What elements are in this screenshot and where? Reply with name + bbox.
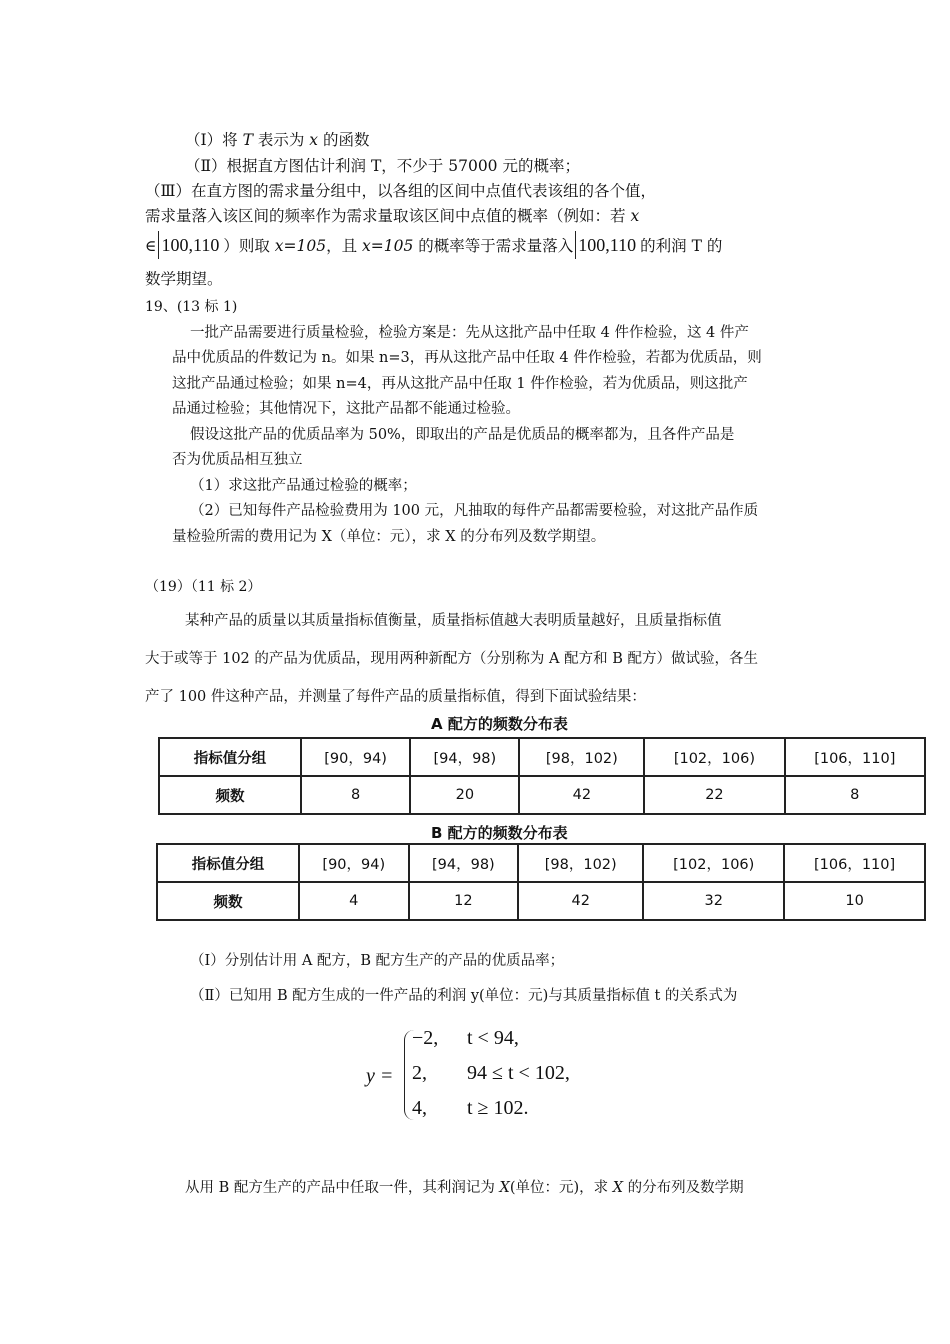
table-b-count: 12 bbox=[409, 882, 519, 920]
q19b-intro-line1: 某种产品的质量以其质量指标值衡量，质量指标值越大表明质量越好，且质量指标值 bbox=[185, 613, 722, 629]
q19b-intro-line3: 产了 100 件这种产品，并测量了每件产品的质量指标值，得到下面试验结果： bbox=[145, 689, 646, 705]
table-b-header-row bbox=[157, 844, 925, 882]
q19b-intro-line2: 大于或等于 102 的产品为优质品，现用两种新配方（分别称为 A 配方和 B 配方）做试验，各生 bbox=[145, 651, 758, 667]
q19b-heading: （19）（11 标 2） bbox=[145, 579, 262, 595]
q19a-question2-line2: 量检验所需的费用记为 X（单位：元），求 X 的分布列及数学期望。 bbox=[172, 529, 606, 545]
q19a-para1-line3: 这批产品通过检验；如果 n=4，再从这批产品中任取 1 件作检验，若为优质品，则这批产 bbox=[172, 376, 748, 392]
table-a-header-row bbox=[159, 738, 925, 776]
formula-value: 2, bbox=[412, 1062, 427, 1084]
q19a-para1-line2: 品中优质品的件数记为 n。如果 n=3，再从这批产品中任取 4 件作检验，若都为优质品，则 bbox=[172, 350, 762, 366]
var-x: x bbox=[630, 207, 640, 225]
q18-part1-suffix: 的函数 bbox=[318, 131, 370, 149]
var-T: T bbox=[242, 131, 253, 149]
formula-condition: t ≥ 102. bbox=[467, 1097, 529, 1119]
table-a-group: [102，106) bbox=[644, 738, 784, 776]
q19a-para1-line4: 品通过检验；其他情况下，这批产品都不能通过检验。 bbox=[172, 401, 520, 417]
table-b-count: 10 bbox=[784, 882, 925, 920]
x-equals-105: x=105 bbox=[362, 237, 414, 255]
table-a-count: 42 bbox=[519, 776, 644, 814]
final-line-text-b: (单位：元)，求 bbox=[509, 1180, 613, 1196]
q19a-para2-line1: 假设这批产品的优质品率为 50%，即取出的产品是优质品的概率都为，且各件产品是 bbox=[190, 427, 735, 443]
var-x: x bbox=[309, 131, 319, 149]
interval-100-110: 100,110 bbox=[158, 231, 221, 259]
table-b-group: [90，94) bbox=[299, 844, 409, 882]
table-a-header-label: 指标值分组 bbox=[159, 738, 301, 776]
table-b-group: [98，102) bbox=[518, 844, 643, 882]
q18-part3-text-c: 的概率等于需求量落入 bbox=[413, 237, 574, 255]
q18-part3-line3 bbox=[145, 231, 722, 260]
table-a-group: [106，110] bbox=[785, 738, 925, 776]
formula-lhs: y = bbox=[366, 1065, 394, 1087]
table-b-header-label: 指标值分组 bbox=[157, 844, 299, 882]
q18-part3-text-b: ，且 bbox=[326, 237, 363, 255]
q18-part1-prefix: （Ⅰ）将 bbox=[185, 131, 243, 149]
q18-part3-text-d: 的利润 T 的 bbox=[640, 237, 723, 255]
table-a-caption: A 配方的频数分布表 bbox=[431, 715, 568, 733]
q18-part1 bbox=[185, 129, 369, 151]
q18-part3-line2-text: 需求量落入该区间的频率作为需求量取该区间中点值的概率（例如：若 bbox=[145, 207, 631, 225]
table-a-count-label: 频数 bbox=[159, 776, 301, 814]
final-line-text-a: 从用 B 配方生产的产品中任取一件，其利润记为 bbox=[185, 1180, 500, 1196]
q18-part3-line2 bbox=[145, 205, 639, 227]
table-b-group: [94，98) bbox=[409, 844, 519, 882]
var-X: X bbox=[612, 1180, 624, 1196]
table-b-count: 4 bbox=[299, 882, 409, 920]
table-a-count-row bbox=[159, 776, 925, 814]
table-b bbox=[156, 843, 926, 921]
q18-part3-line4: 数学期望。 bbox=[145, 270, 223, 288]
q18-part1-mid: 表示为 bbox=[252, 131, 310, 149]
q19a-heading: 19、(13 标 1) bbox=[145, 299, 238, 315]
table-b-count: 42 bbox=[518, 882, 643, 920]
table-a-group: [98，102) bbox=[519, 738, 644, 776]
q18-part2: （Ⅱ）根据直方图估计利润 T，不少于 57000 元的概率； bbox=[185, 157, 580, 175]
formula-value: −2, bbox=[412, 1027, 439, 1049]
x-equals-105: x=105 bbox=[274, 237, 327, 255]
table-a-group: [90，94) bbox=[301, 738, 410, 776]
q19b-question2: （Ⅱ）已知用 B 配方生成的一件产品的利润 y(单位：元)与其质量指标值 t 的关系式为 bbox=[190, 988, 738, 1004]
q19b-question1: （Ⅰ）分别估计用 A 配方，B 配方生产的产品的优质品率； bbox=[190, 953, 565, 969]
formula-condition: t < 94, bbox=[467, 1027, 519, 1049]
table-b-group: [106，110] bbox=[784, 844, 925, 882]
table-a-count: 8 bbox=[785, 776, 925, 814]
table-a bbox=[158, 737, 926, 815]
q18-part3-text-a: ）则取 bbox=[223, 237, 275, 255]
q19a-para2-line2: 否为优质品相互独立 bbox=[172, 452, 303, 468]
formula-condition: 94 ≤ t < 102, bbox=[467, 1062, 570, 1084]
table-b-count: 32 bbox=[643, 882, 784, 920]
q19a-question2-line1: （2）已知每件产品检验费用为 100 元，凡抽取的每件产品都需要检验，对这批产品作质 bbox=[190, 503, 759, 519]
table-b-count-row bbox=[157, 882, 925, 920]
q18-part3-line1: （Ⅲ）在直方图的需求量分组中，以各组的区间中点值代表该组的各个值， bbox=[145, 182, 656, 200]
table-a-count: 8 bbox=[301, 776, 410, 814]
table-b-count-label: 频数 bbox=[157, 882, 299, 920]
table-b-group: [102，106) bbox=[643, 844, 784, 882]
formula-value: 4, bbox=[412, 1097, 427, 1119]
q19a-para1-line1: 一批产品需要进行质量检验，检验方案是：先从这批产品中任取 4 件作检验，这 4 件产 bbox=[190, 325, 749, 341]
q19a-question1: （1）求这批产品通过检验的概率； bbox=[190, 478, 417, 494]
element-of-symbol: ∈ bbox=[145, 237, 157, 255]
table-a-count: 22 bbox=[644, 776, 784, 814]
final-line-text-c: 的分布列及数学期 bbox=[623, 1180, 744, 1196]
table-b-caption: B 配方的频数分布表 bbox=[431, 824, 568, 842]
table-a-group: [94，98) bbox=[410, 738, 519, 776]
var-X: X bbox=[499, 1180, 510, 1196]
interval-100-110: 100,110 bbox=[575, 231, 638, 259]
table-a-count: 20 bbox=[410, 776, 519, 814]
q19b-final-line bbox=[185, 1177, 744, 1199]
